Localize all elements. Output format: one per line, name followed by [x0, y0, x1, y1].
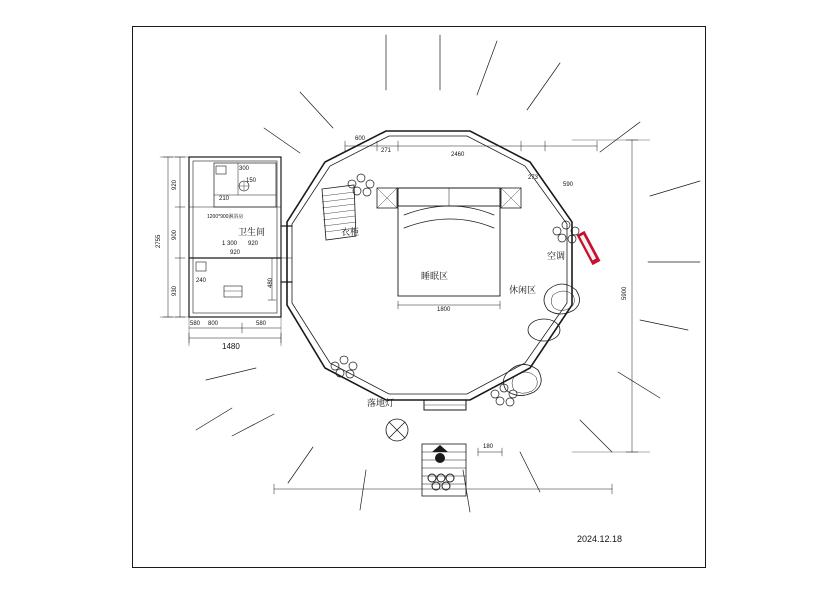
dim-overall-right: 5900 — [622, 286, 628, 300]
room-label-sleeping: 睡眠区 — [421, 271, 449, 281]
dim-corridor: 480 — [268, 277, 274, 288]
dim-small-150: 150 — [246, 178, 257, 184]
dim-bottom-left-part-1: 800 — [208, 321, 219, 327]
plants — [331, 174, 579, 406]
dim-bed-width: 1800 — [437, 307, 451, 313]
bed — [398, 188, 500, 296]
annotation-tag-3: 580 — [190, 321, 201, 327]
dim-top-part-2: 271 — [381, 148, 392, 154]
annotation-tag-1: 1 300 — [222, 241, 238, 247]
annex-block — [189, 157, 292, 317]
dim-small-300: 300 — [239, 166, 250, 172]
dim-top-part-3: 2460 — [451, 152, 465, 158]
room-label-bathroom: 卫生间 — [238, 227, 266, 237]
dim-bottom-left-part-2: 580 — [256, 321, 267, 327]
dim-left-part-2: 900 — [172, 229, 178, 240]
dim-left-part-3: 930 — [172, 285, 178, 296]
inner-wall — [292, 136, 567, 394]
room-label-leisure: 休闲区 — [509, 285, 537, 295]
floor-lamp-symbol — [386, 419, 408, 441]
dim-top-part-5: 590 — [563, 182, 574, 188]
dim-top-part-1: 600 — [355, 136, 366, 142]
room-label-floor-lamp: 落地灯 — [367, 398, 395, 408]
dim-bottom-left-total: 1480 — [222, 342, 240, 351]
room-label-wardrobe: 衣柜 — [341, 227, 360, 237]
annotation-tag-2: 920 — [248, 241, 259, 247]
dim-left-part-1: 920 — [172, 179, 178, 190]
dim-top-part-4: 273 — [528, 175, 539, 181]
date-stamp: 2024.12.18 — [577, 534, 623, 544]
room-label-aircon: 空调 — [547, 251, 566, 261]
dim-door-width: 180 — [483, 444, 494, 450]
dim-small-920: 920 — [230, 250, 241, 256]
entry-door — [422, 400, 466, 496]
dim-small-240: 240 — [196, 278, 207, 284]
dim-left-total: 2755 — [156, 234, 162, 248]
dim-small-210: 210 — [219, 196, 230, 202]
annotation-shower: 1200*900淋浴房 — [207, 214, 244, 220]
